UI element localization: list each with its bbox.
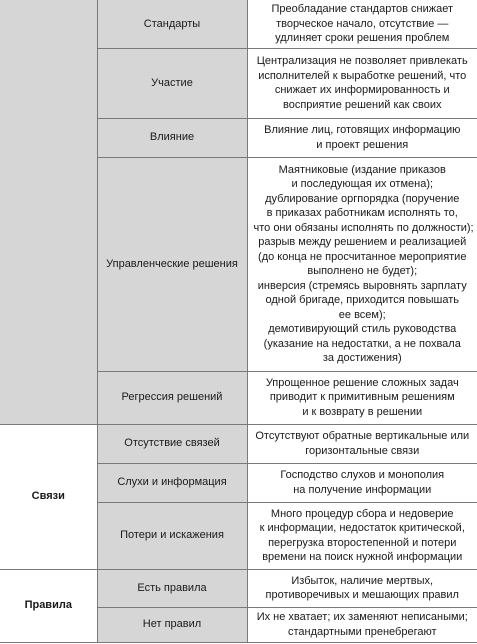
description-line: выполнено не будет); — [307, 265, 418, 277]
description-cell — [247, 0, 477, 48]
description-line: исполнителей к выработке решений, что — [258, 69, 467, 82]
description-line: Маятниковые (издание приказов — [278, 163, 446, 176]
table-row — [0, 0, 477, 48]
description-line: времени на поиск нужной информации — [262, 551, 463, 563]
description-line: дублирование оргпорядка (поручение — [265, 192, 460, 205]
description-cell — [247, 569, 477, 607]
table-row — [0, 569, 477, 607]
description-cell — [247, 118, 477, 157]
factor-cell: Отсутствие связей — [97, 424, 247, 463]
factor-cell: Влияние — [97, 118, 247, 157]
factor-cell: Регрессия решений — [97, 371, 247, 424]
description-line: что они обязаны исполнять по должности); — [253, 221, 474, 234]
description-line: в приказах работникам исполнять то, — [266, 207, 458, 219]
description-line: восприятие решений как своих — [283, 98, 442, 111]
table-row — [0, 424, 477, 463]
description-line: стандартными пренебрегают — [287, 625, 437, 638]
description-line: (до конца не просчитанное мероприятие — [258, 250, 467, 263]
description-line: творческое начало, отсутствие — — [276, 17, 449, 30]
description-line: приводит к примитивным решениям — [269, 391, 455, 404]
description-line: инверсия (стремясь выровнять зарплату — [257, 279, 467, 292]
factor-cell: Управленческие решения — [97, 157, 247, 371]
group-cell-links: Связи — [0, 424, 97, 569]
factor-cell: Стандарты — [97, 0, 247, 48]
description-line: перегрузка второстепенной и потери — [268, 536, 457, 549]
description-line: Централизация не позволяет привлекать — [256, 55, 468, 67]
description-line: противоречивых и мешающих правил — [265, 589, 459, 601]
description-line: и проект решения — [316, 138, 409, 151]
description-line: удлиняет сроки решения проблем — [275, 32, 450, 44]
factor-cell: Потери и искажения — [97, 502, 247, 569]
group-cell-empty — [0, 0, 97, 424]
description-line: горизонтальные связи — [305, 444, 420, 457]
description-cell — [247, 463, 477, 502]
description-line: Преобладание стандартов снижает — [271, 3, 453, 15]
description-cell — [247, 607, 477, 642]
description-cell — [247, 371, 477, 424]
description-cell — [247, 157, 477, 371]
description-cell — [247, 424, 477, 463]
description-line: разрыв между решением и реализацией — [258, 236, 467, 248]
factor-cell: Есть правила — [97, 569, 247, 607]
description-line: снижает их информированность и — [274, 84, 450, 96]
description-line: Господство слухов и монополия — [280, 469, 445, 481]
description-line: за достижения) — [322, 352, 402, 364]
description-line: Отсутствуют обратные вертикальные или — [255, 430, 470, 442]
description-line: одной бригаде, приходится повышать — [265, 294, 460, 306]
description-line: на получение информации — [293, 483, 432, 496]
factor-cell: Слухи и информация — [97, 463, 247, 502]
description-line: демотивирующий стиль руководства — [268, 323, 457, 335]
description-line: к информации, недостаток критической, — [259, 522, 465, 534]
description-line: Много процедур сбора и недоверие — [270, 507, 454, 520]
description-line: Влияние лиц, готовящих информацию — [264, 124, 461, 136]
description-line: и к возврату в решении — [302, 405, 423, 418]
description-line: Избыток, наличие мертвых, — [291, 574, 434, 587]
description-line: и последующая их отмена); — [291, 178, 434, 190]
description-line: Их не хватает; их заменяют неписаными; — [256, 611, 468, 623]
description-cell — [247, 48, 477, 118]
group-cell-rules: Правила — [0, 569, 97, 642]
description-line: (указание на недостатки, а не похвала — [263, 337, 461, 350]
factor-cell: Участие — [97, 48, 247, 118]
description-cell — [247, 502, 477, 569]
description-line: ее всем); — [338, 308, 386, 321]
factor-cell: Нет правил — [97, 607, 247, 642]
description-line: Упрощенное решение сложных задач — [265, 376, 459, 389]
